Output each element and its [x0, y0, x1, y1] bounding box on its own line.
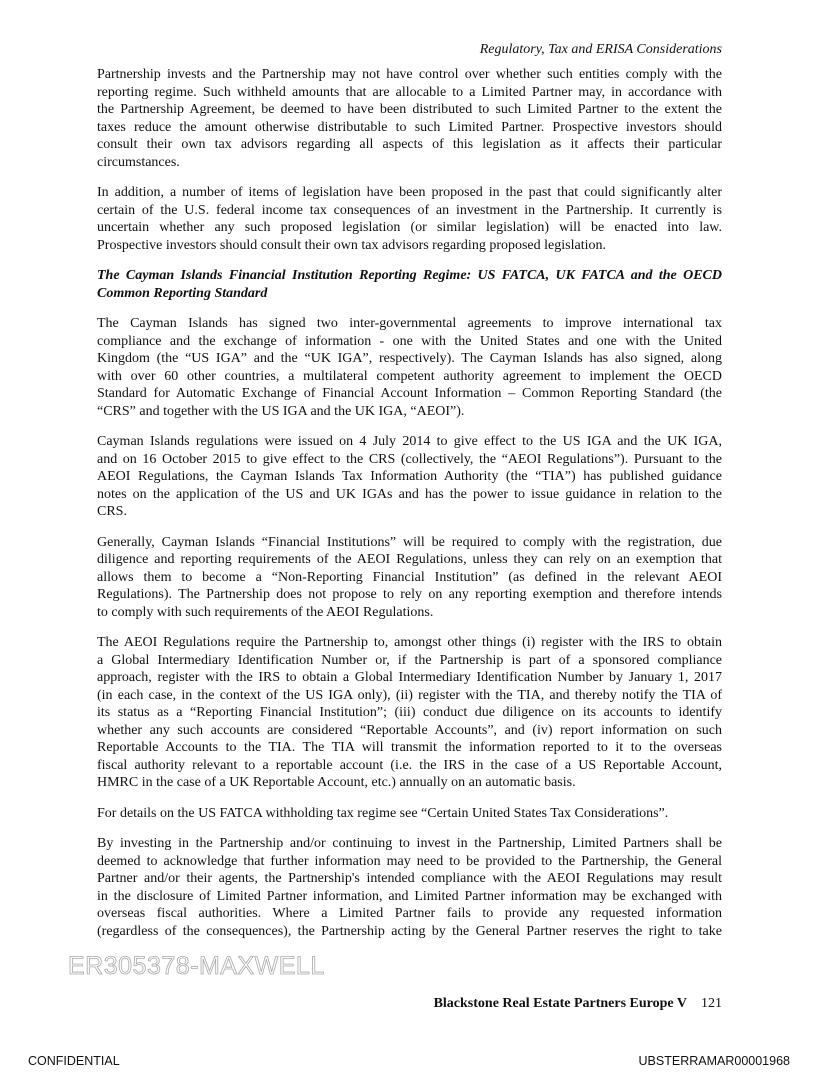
page-number: 121 — [701, 996, 722, 1011]
text-line: approach, register with the IRS to obtain a Global Intermediary Identification Number by January 1, 2017 — [97, 670, 722, 685]
watermark-stamp: ER305378-MAXWELL — [68, 952, 325, 980]
text-line: (regardless of the consequences), the Partnership acting by the General Partner reserves the right to take — [97, 923, 722, 939]
text-line: uncertain whether any such proposed legislation (or similar legislation) will be enacted into law. — [97, 220, 722, 235]
document-body — [97, 66, 722, 953]
page-footer — [434, 996, 722, 1012]
text-line: The AEOI Regulations require the Partnership to, amongst other things (i) register with the IRS to obtain — [97, 635, 722, 650]
text-line: and on 16 October 2015 to give effect to the CRS (collectively, the “AEOI Regulations”). Pursuant to the — [97, 451, 722, 467]
paragraph — [97, 634, 722, 792]
text-line: deemed to acknowledge that further information may need to be provided to the Partnership, the General — [97, 853, 722, 869]
running-header: Regulatory, Tax and ERISA Considerations — [479, 42, 722, 57]
confidential-label: CONFIDENTIAL — [28, 1054, 120, 1068]
text-line: For details on the US FATCA withholding tax regime see “Certain United States Tax Considerations”. — [97, 805, 669, 821]
text-line: with over 60 other countries, a multilateral competent authority agreement to implement the OECD — [97, 368, 722, 384]
text-line: taxes reduce the amount otherwise distributable to such Limited Partner. Prospective investors should — [97, 119, 722, 135]
text-line: its status as a “Reporting Financial Institution”; (iii) conduct due diligence on its accounts to identify — [97, 705, 722, 720]
bates-number: UBSTERRAMAR00001968 — [638, 1054, 790, 1068]
text-line: Cayman Islands regulations were issued on 4 July 2014 to give effect to the US IGA and the UK IGA, — [97, 434, 722, 449]
text-line: certain of the U.S. federal income tax consequences of an investment in the Partnership. It currently is — [97, 202, 722, 218]
text-line: In addition, a number of items of legislation have been proposed in the past that could significantly alter — [97, 185, 722, 200]
paragraph — [97, 184, 722, 254]
text-line: a Global Intermediary Identification Number or, if the Partnership is part of a sponsored compliance — [97, 652, 722, 668]
footer-title: Blackstone Real Estate Partners Europe V — [433, 996, 687, 1011]
text-line: circumstances. — [97, 154, 180, 170]
text-line: CRS. — [97, 504, 127, 519]
text-line: (in each case, in the context of the US IGA only), (ii) register with the TIA, and thereby notify the TIA of — [97, 687, 722, 703]
text-line: Reportable Accounts to the TIA. The TIA will transmit the information reported to it to the overseas — [97, 740, 722, 755]
text-line: allows them to become a “Non-Reporting Financial Institution” (as defined in the relevant AEOI — [97, 569, 722, 585]
text-line: Standard for Automatic Exchange of Financial Account Information – Common Reporting Standard (the — [97, 386, 722, 401]
paragraph — [97, 433, 722, 521]
text-line: Partnership invests and the Partnership may not have control over whether such entities comply with the — [97, 67, 722, 82]
text-line: notes on the application of the US and UK IGAs and has the power to issue guidance in relation to the — [97, 486, 722, 502]
text-line: Generally, Cayman Islands “Financial Institutions” will be required to comply with the registration, due — [97, 534, 722, 550]
text-line: The Cayman Islands has signed two inter-governmental agreements to improve international tax — [97, 316, 722, 331]
text-line: AEOI Regulations, the Cayman Islands Tax Information Authority (the “TIA”) has published guidance — [97, 469, 722, 484]
text-line: compliance and the exchange of information - one with the United States and one with the United — [97, 333, 722, 349]
paragraph — [97, 534, 722, 622]
text-line: Prospective investors should consult their own tax advisors regarding proposed legislation. — [97, 237, 606, 253]
text-line: diligence and reporting requirements of the AEOI Regulations, unless they can rely on an exemption that — [97, 552, 722, 567]
text-line: fiscal authority relevant to a reportable account (i.e. the IRS in the case of a US Reportable Account, — [97, 757, 722, 773]
text-line: whether any such accounts are considered “Reportable Accounts”, and (iv) report information on such — [97, 722, 722, 738]
section-heading — [97, 267, 722, 302]
text-line: By investing in the Partnership and/or continuing to invest in the Partnership, Limited Partners shall be — [97, 836, 722, 851]
text-line: Partner and/or their agents, the Partnership's intended compliance with the AEOI Regulations may result — [97, 871, 722, 886]
text-line: reporting regime. Such withheld amounts that are allocable to a Limited Partner may, in accordance with — [97, 84, 722, 100]
text-line: overseas fiscal authorities. Where a Limited Partner fails to provide any requested information — [97, 906, 722, 921]
paragraph — [97, 835, 722, 940]
paragraph — [97, 805, 722, 823]
text-line: Regulations). The Partnership does not propose to rely on any reporting exemption and therefore intends — [97, 587, 722, 602]
text-line: The Cayman Islands Financial Institution Reporting Regime: US FATCA, UK FATCA and the OECD — [97, 268, 722, 283]
text-line: to comply with such requirements of the AEOI Regulations. — [97, 604, 434, 620]
text-line: “CRS” and together with the US IGA and the UK IGA, “AEOI”). — [97, 403, 465, 419]
paragraph — [97, 315, 722, 420]
paragraph — [97, 66, 722, 171]
text-line: the Partnership Agreement, be deemed to have been distributed to such Limited Partner to the extent the — [97, 102, 722, 117]
text-line: in the disclosure of Limited Partner information, and Limited Partner information may be exchanged with — [97, 888, 722, 904]
text-line: Kingdom (the “US IGA” and the “UK IGA”, respectively). The Cayman Islands has also signed, along — [97, 351, 722, 366]
text-line: HMRC in the case of a UK Reportable Account, etc.) annually on an automatic basis. — [97, 775, 576, 790]
text-line: Common Reporting Standard — [97, 285, 268, 301]
text-line: consult their own tax advisors regarding all aspects of this legislation as it affects their particular — [97, 137, 722, 152]
